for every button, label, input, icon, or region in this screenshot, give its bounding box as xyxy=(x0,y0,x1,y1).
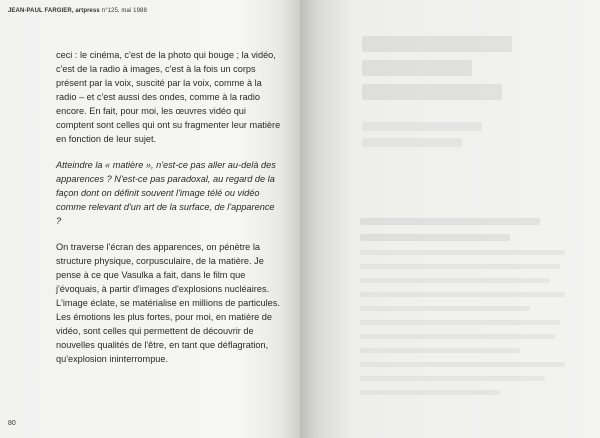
show-through-title-line xyxy=(362,60,472,76)
show-through-line xyxy=(360,320,560,325)
show-through-line xyxy=(360,348,520,353)
show-through-line xyxy=(360,264,560,269)
show-through-line xyxy=(360,362,565,367)
running-head-issue: n°125, mai 1988 xyxy=(101,8,147,14)
show-through-subtitle-line xyxy=(362,122,482,131)
paragraph-answer-2: On traverse l'écran des apparences, on pénètre la structure physique, corpusculaire, de la matière. Je pense à ce que Vasulka a fait, dans le film que j'évoquais, à partir d'images d'explosions nucléaires. L'image éclate, se matérialise en millions de particules. Les émotions les plus fortes, pour moi, en matière de vidéo, sont celles qui permettent de découvrir de nouvelles qualités de l'être, en tant que déflagration, qu'explosion ininterrompue. xyxy=(56,242,280,364)
show-through-title xyxy=(362,36,512,108)
running-head xyxy=(8,8,147,14)
show-through-line xyxy=(360,306,530,311)
show-through-line xyxy=(360,292,565,297)
show-through-line xyxy=(360,390,500,395)
running-head-author: JEAN-PAUL FARGIER, xyxy=(8,8,74,14)
show-through-line xyxy=(360,234,510,241)
paragraph-question: Atteindre la « matière », n'est-ce pas aller au-delà des apparences ? N'est-ce pas paradoxal, au regard de la façon dont on définit souvent l'image télé ou vidéo comme relevant d'un art de la surface, de l'apparence ? xyxy=(56,160,276,226)
running-head-magazine: artpress xyxy=(75,8,100,14)
show-through-line xyxy=(360,278,550,283)
show-through-line xyxy=(360,250,565,255)
body-text xyxy=(56,48,281,378)
show-through-subtitle-line xyxy=(362,138,462,147)
show-through-title-line xyxy=(362,84,502,100)
show-through-body xyxy=(360,218,570,404)
show-through-subtitle xyxy=(362,122,482,154)
paragraph-answer-1: ceci : le cinéma, c'est de la photo qui bouge ; la vidéo, c'est de la radio à images, c'est à la fois un corps présent par la voix, suscité par la voix, comme à la radio – et c'est aussi des ondes, comme à la radio encore. En fait, pour moi, les œuvres vidéo qui comptent sont celles qui ont su fragmenter leur matière en fonction de leur sujet. xyxy=(56,50,281,144)
show-through-title-line xyxy=(362,36,512,52)
show-through-line xyxy=(360,376,545,381)
show-through-line xyxy=(360,334,555,339)
show-through-line xyxy=(360,218,540,225)
page-number: 80 xyxy=(8,420,16,427)
